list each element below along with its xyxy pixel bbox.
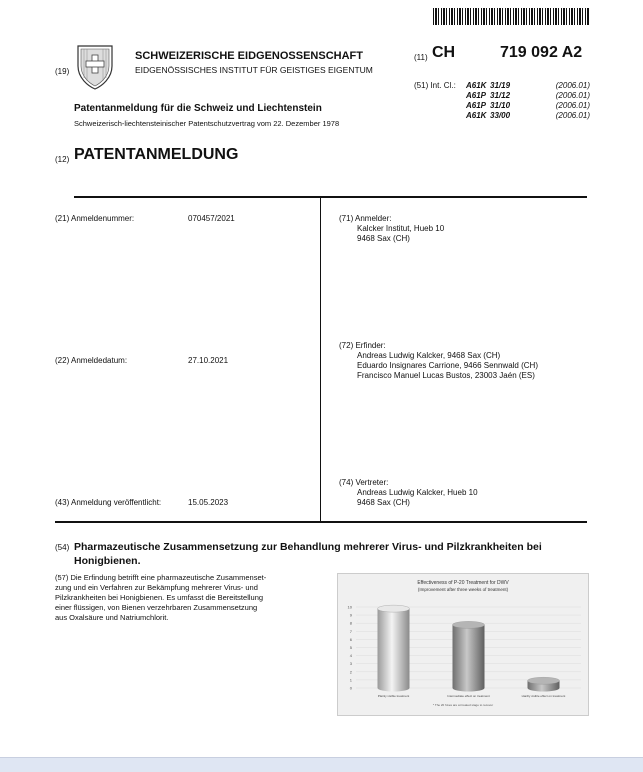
abstract-line: Pilzkrankheiten bei Honigbienen. Es umfasst die Bereitstellung: [55, 593, 264, 602]
chart-bar: [453, 621, 485, 691]
chart-svg: [338, 574, 588, 715]
chart-footnote: * The 20 hives are at treated stage to recover: [432, 703, 494, 707]
inventor-line: Andreas Ludwig Kalcker, 9468 Sax (CH): [357, 351, 501, 360]
divider-bottom: [55, 521, 587, 523]
representative-line: Andreas Ludwig Kalcker, Hueb 10: [357, 488, 478, 497]
ipc-group: 31/19: [490, 81, 511, 90]
ipc-group: 33/00: [490, 111, 511, 120]
ipc-row: [466, 91, 590, 101]
inventor-line: Eduardo Insignares Carrione, 9466 Sennwald (CH): [357, 361, 538, 370]
ipc-group: 31/12: [490, 91, 511, 100]
application-number-value: 070457/2021: [188, 214, 235, 223]
y-tick-label: 10: [347, 604, 352, 610]
bar-chart: [337, 573, 589, 716]
divider-vertical: [320, 197, 321, 522]
divider-top: [74, 196, 587, 198]
abstract-line: zung und ein Verfahren zur Bekämpfung mehrerer Virus- und: [55, 583, 258, 592]
ipc-row: [466, 81, 590, 91]
x-category-label: Hardly visible effect on treatment: [521, 694, 566, 698]
swiss-coat-of-arms-icon: [72, 44, 118, 90]
int-cl-label: (51) Int. Cl.:: [414, 81, 456, 90]
publication-date-label: (43) Anmeldung veröffentlicht:: [55, 498, 162, 507]
code-19: (19): [55, 67, 70, 76]
abstract: [55, 573, 266, 623]
publication-date-value: 15.05.2023: [188, 498, 229, 507]
x-category-label: Plainly visible treatment: [377, 694, 410, 698]
ipc-group: 31/10: [490, 101, 511, 110]
y-tick-label: 8: [349, 620, 352, 626]
y-tick-label: 5: [349, 645, 352, 650]
applicant-line: Kalcker Institut, Hueb 10: [357, 224, 445, 233]
barcode: [433, 8, 590, 25]
abstract-line: Die Erfindung betrifft eine pharmazeutische Zusammenset-: [70, 573, 267, 582]
chart-bar: [528, 677, 560, 691]
code-54: (54): [55, 543, 70, 552]
inventor-line: Francisco Manuel Lucas Bustos, 23003 Jaén (ES): [357, 371, 535, 380]
code-57: (57): [55, 573, 69, 582]
ipc-classes: [466, 81, 590, 121]
code-11: (11): [414, 53, 428, 62]
ipc-version: (2006.01): [555, 81, 590, 90]
ipc-row: [466, 111, 590, 121]
ipc-row: [466, 101, 590, 111]
y-tick-label: 1: [349, 677, 352, 683]
inventor-label: (72) Erfinder:: [339, 341, 386, 350]
filing-date-label: (22) Anmeldedatum:: [55, 356, 128, 365]
application-number-label: (21) Anmeldenummer:: [55, 214, 135, 223]
chart-title: Effectiveness of P-20 Treatment for DWV: [417, 580, 509, 586]
bottom-bar: [0, 757, 643, 772]
y-tick-label: 7: [349, 628, 352, 634]
representative-line: 9468 Sax (CH): [357, 498, 410, 507]
publication-number: 719 092 A2: [500, 44, 583, 61]
applicant-line: 9468 Sax (CH): [357, 234, 410, 243]
representative-label: (74) Vertreter:: [339, 478, 389, 487]
ipc-class: A61P: [466, 91, 487, 100]
abstract-line: aus Oxalsäure und Natriumchlorit.: [55, 613, 169, 622]
inventor-block: [339, 341, 538, 381]
y-tick-label: 2: [349, 669, 352, 675]
ipc-version: (2006.01): [555, 101, 590, 110]
document-type: PATENTANMELDUNG: [74, 146, 239, 163]
ipc-class: A61K: [466, 111, 487, 120]
y-tick-label: 4: [349, 653, 352, 659]
y-tick-label: 0: [349, 685, 352, 691]
chart-subtitle: (Improvement after three weeks of treatment): [417, 587, 509, 592]
filing-date-value: 27.10.2021: [188, 356, 229, 365]
applicant-label: (71) Anmelder:: [339, 214, 392, 223]
ipc-version: (2006.01): [555, 91, 590, 100]
ipc-class: A61P: [466, 101, 487, 110]
applicant-block: [339, 214, 444, 244]
ipc-version: (2006.01): [555, 111, 590, 120]
treaty-text: Schweizerisch-liechtensteinischer Patentschutzvertrag vom 22. Dezember 1978: [74, 119, 340, 128]
y-tick-label: 9: [349, 612, 352, 618]
document-subtitle: Patentanmeldung für die Schweiz und Liechtenstein: [74, 103, 322, 114]
representative-block: [339, 478, 478, 508]
code-12: (12): [55, 155, 70, 164]
invention-title: Pharmazeutische Zusammensetzung zur Behandlung mehrerer Virus- und Pilzkrankheiten bei Honigbienen.: [74, 541, 542, 567]
authority-name: SCHWEIZERISCHE EIDGENOSSENSCHAFT: [135, 50, 363, 62]
ipc-class: A61K: [466, 81, 487, 90]
chart-bar: [378, 605, 410, 691]
country-code: CH: [432, 44, 456, 61]
abstract-line: einer flüssigen, von Bienen verzehrbaren Zusammensetzung: [55, 603, 258, 612]
institute-name: EIDGENÖSSISCHES INSTITUT FÜR GEISTIGES EIGENTUM: [135, 65, 373, 75]
y-tick-label: 3: [349, 661, 352, 667]
x-category-label: Intermediate effect on treatment: [447, 694, 490, 698]
y-tick-label: 6: [349, 636, 352, 642]
